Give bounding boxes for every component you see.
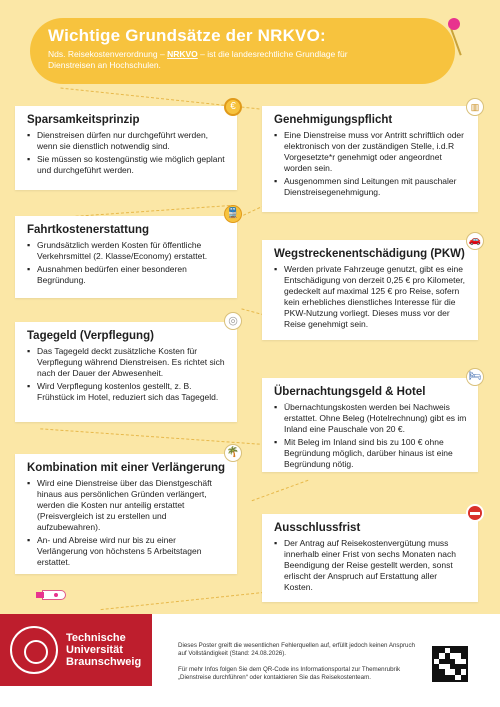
card-uebernachtungsgeld [262, 378, 478, 472]
no-entry-icon [466, 504, 484, 522]
dashed-path [252, 480, 309, 501]
card-list [274, 538, 468, 593]
list-item: ▪ Sie müssen so kostengünstig wie möglich geplant und durchgeführt werden. [27, 154, 227, 176]
card-list [27, 130, 227, 176]
logo-line: Universität [66, 644, 123, 656]
pin-icon [448, 18, 460, 30]
logo-line: Braunschweig [66, 656, 142, 668]
bed-icon: 🛏 [466, 368, 484, 386]
card-tagegeld [15, 322, 237, 422]
card-list [274, 264, 468, 330]
card-title: Übernachtungsgeld & Hotel [274, 386, 426, 398]
card-genehmigungspflicht [262, 106, 478, 212]
logo-line: Technische [66, 632, 126, 644]
train-icon: 🚆 [224, 205, 242, 223]
card-list [27, 346, 227, 403]
card-list [274, 402, 468, 470]
card-title: Genehmigungspflicht [274, 114, 393, 126]
coin-icon: € [224, 98, 242, 116]
info-text: Für mehr Infos folgen Sie dem QR-Code ins Informationsportal zur Themenrubrik „Dienstreise durchführen“ oder kontaktieren Sie das Reisekostenteam. [178, 666, 401, 681]
footer [0, 614, 500, 707]
card-title: Kombination mit einer Verlängerung [27, 462, 226, 474]
subtitle-start: Nds. Reisekostenverordnung – [48, 49, 168, 59]
list-item: ▪ Das Tagegeld deckt zusätzliche Kosten für Verpflegung während Dienstreisen. Es richtet sich nach der Dauer der Abwesenheit. [27, 346, 227, 379]
card-title: Tagegeld (Verpflegung) [27, 330, 154, 342]
card-fahrtkostenerstattung [15, 216, 237, 298]
palm-icon: 🌴 [224, 444, 242, 462]
university-name [66, 632, 141, 668]
list-item: ▪ Der Antrag auf Reisekostenvergütung muss innerhalb einer Frist von sechs Monaten nach Beendigung der Reise gestellt werden, sonst erlischt der Anspruch auf Erstattung aller Kosten. [274, 538, 468, 593]
page-title: Wichtige Grundsätze der NRKVO: [48, 26, 326, 45]
card-sparsamkeitsprinzip [15, 106, 237, 190]
qr-code[interactable] [432, 646, 468, 682]
list-item: ▪ Mit Beleg im Inland sind bis zu 100 € ohne Begründung möglich, darüber hinaus ist eine Begründung nötig. [274, 437, 468, 470]
footer-notes [178, 642, 423, 690]
list-item: ▪ Wird eine Dienstreise über das Dienstgeschäft hinaus aus persönlichen Gründen verlängert, werden die Kosten nur anteilig erstattet (Preisvergleich ist zu erstellen und aufzubewahren). [27, 478, 227, 533]
list-item: ▪ Dienstreisen dürfen nur durchgeführt werden, wenn sie dienstlich notwendig sind. [27, 130, 227, 152]
card-ausschlussfrist [262, 514, 478, 602]
plate-icon: ◎ [224, 312, 242, 330]
subtitle-end: – ist die landesrechtliche Grundlage für Dienstreisen an Hochschulen. [48, 49, 348, 70]
building-icon: ▥ [466, 98, 484, 116]
dashed-path [40, 428, 260, 444]
list-item: ▪ Ausnahmen bedürfen einer besonderen Begründung. [27, 264, 227, 286]
list-item: ▪ Eine Dienstreise muss vor Antritt schriftlich oder elektronisch von der zuständigen Stelle, i.d.R Vorgesetzte*r genehmigt oder angeordnet worden sein. [274, 130, 468, 174]
card-title: Ausschlussfrist [274, 522, 361, 534]
list-item: ▪ Ausgenommen sind Leitungen mit pauschaler Dienstreisegenehmigung. [274, 176, 468, 198]
card-list [27, 240, 227, 286]
list-item: ▪ Wird Verpflegung kostenlos gestellt, z. B. Frühstück im Hotel, reduziert sich das Tagegeld. [27, 381, 227, 403]
university-logo [0, 614, 152, 686]
page-subtitle [48, 49, 348, 71]
university-seal-icon [10, 626, 58, 674]
card-wegstreckenentschaedigung [262, 240, 478, 340]
list-item: ▪ Übernachtungskosten werden bei Nachweis erstattet. Ohne Beleg (Hotelrechnung) gibt es im Inland eine Pauschale von 20 €. [274, 402, 468, 435]
car-icon: 🚗 [466, 232, 484, 250]
card-kombination-verlaengerung [15, 454, 237, 574]
subtitle-abbreviation: NRKVO [167, 49, 198, 59]
list-item: ▪ Werden private Fahrzeuge genutzt, gibt es eine Entschädigung von derzeit 0,25 € pro Kilometer, gedeckelt auf maximal 125 € pro Reise, sofern kein erhebliches dienstliches Interesse für die PKW-Nutzung vorliegt. Dieses muss vor der Reise genehmigt sein. [274, 264, 468, 330]
card-title: Fahrtkostenerstattung [27, 224, 150, 236]
disclaimer-text: Dieses Poster greift die wesentlichen Fehlerquellen auf, erfüllt jedoch keinen Anspruch auf Vollständigkeit (Stand: 24.08.2026). [178, 642, 415, 657]
card-title: Wegstreckenentschädigung (PKW) [274, 248, 465, 260]
card-list [274, 130, 468, 198]
list-item: ▪ Grundsätzlich werden Kosten für öffentliche Verkehrsmittel (2. Klasse/Economy) erstattet. [27, 240, 227, 262]
list-item: ▪ An- und Abreise wird nur bis zu einer Verlängerung von höchstens 5 Arbeitstagen erstattet. [27, 535, 227, 568]
rocket-icon [36, 588, 70, 602]
card-title: Sparsamkeitsprinzip [27, 114, 140, 126]
card-list [27, 478, 227, 568]
header-banner [30, 18, 455, 84]
